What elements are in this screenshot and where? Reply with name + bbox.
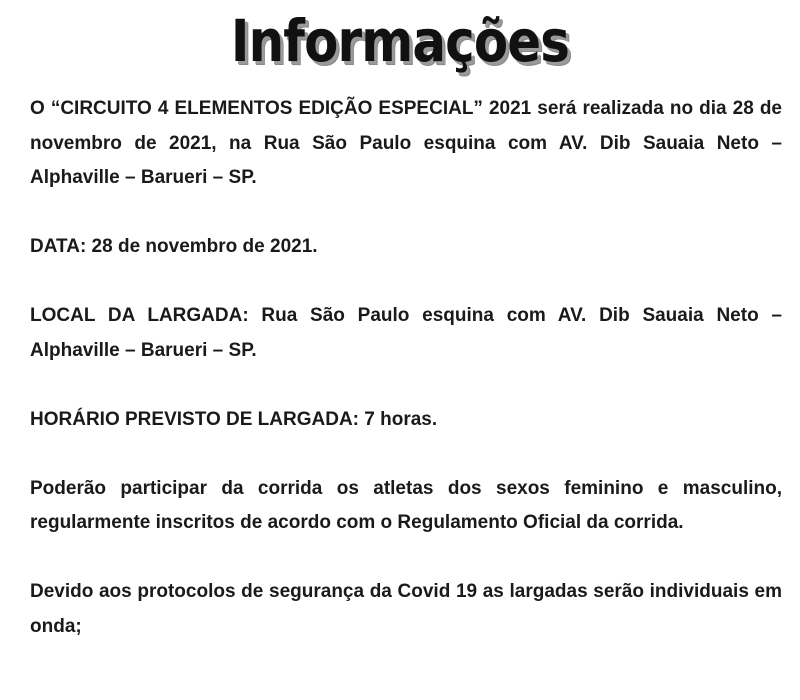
paragraph-eligibility: Poderão participar da corrida os atletas dos sexos feminino e masculino, regularmente inscritos de acordo com o Regulamento Oficial da corrida. [30, 477, 782, 533]
paragraph-date: DATA: 28 de novembro de 2021. [30, 236, 318, 257]
paragraph-start-time: HORÁRIO PREVISTO DE LARGADA: 7 horas. [30, 408, 438, 430]
info-content [30, 92, 782, 679]
paragraph-start-location: LOCAL DA LARGADA: Rua São Paulo esquina com AV. Dib Sauaia Neto – Alphaville – Barueri – SP. [30, 305, 782, 361]
page-title: Informações [230, 7, 570, 75]
paragraph-covid-protocol: Devido aos protocolos de segurança da Covid 19 as largadas serão individuais em onda; [30, 581, 782, 637]
paragraph-event-description: O “CIRCUITO 4 ELEMENTOS EDIÇÃO ESPECIAL” 2021 será realizada no dia 28 de novembro de 2021, na Rua São Paulo esquina com AV. Dib Sauaia Neto – Alphaville – Barueri – SP. [30, 98, 782, 188]
